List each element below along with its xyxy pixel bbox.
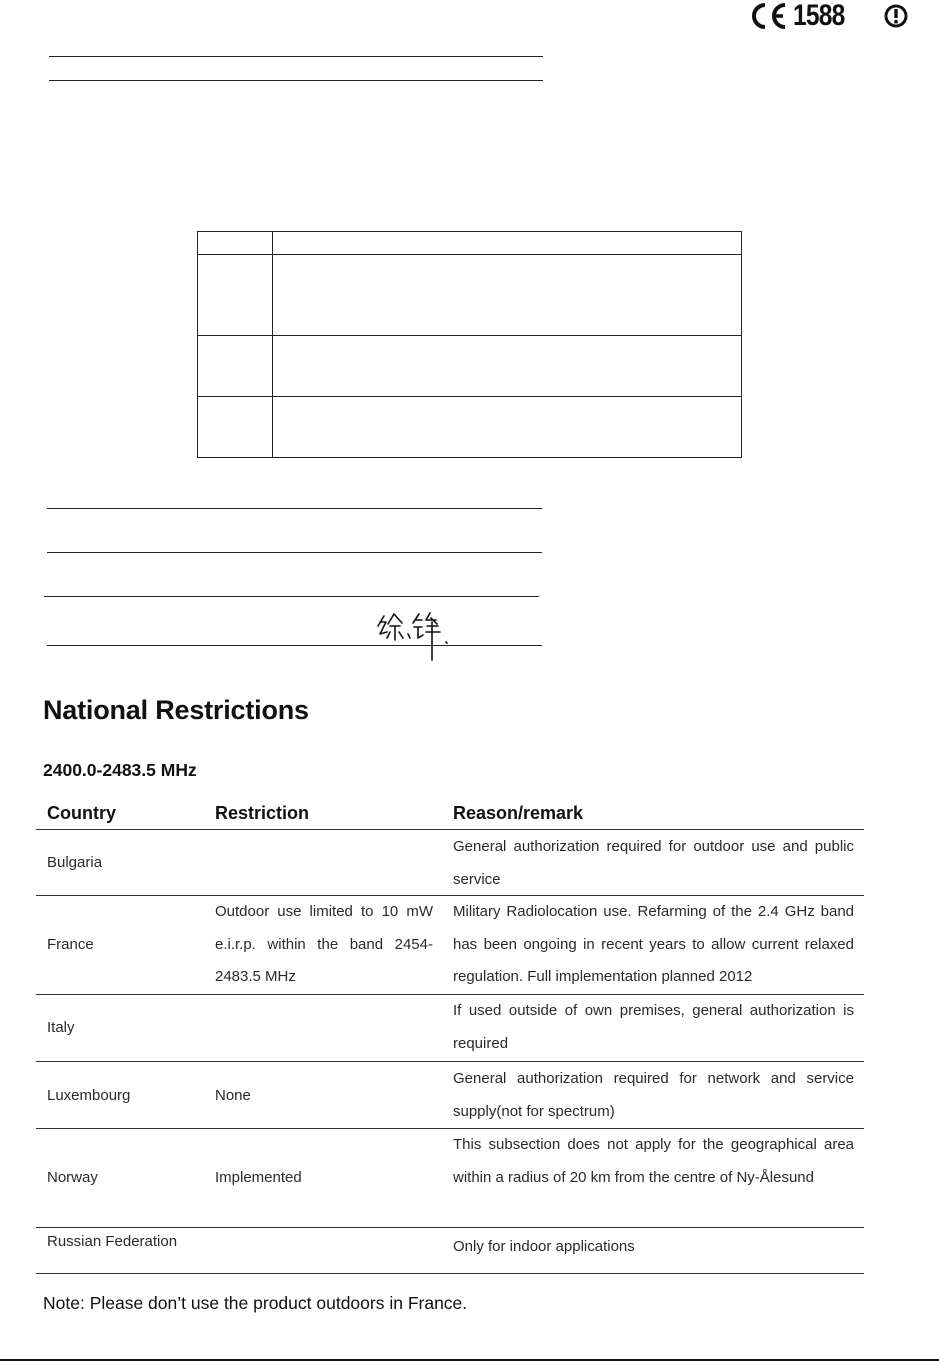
- cell-country: Luxembourg: [47, 1087, 131, 1104]
- cell-country: Italy: [47, 1019, 75, 1036]
- table-row: [36, 1129, 864, 1228]
- usage-note: Note: Please don’t use the product outdoors in France.: [43, 1293, 468, 1313]
- table-row: [36, 995, 864, 1062]
- cell-remark: This subsection does not apply for the geographical area within a radius of 20 km from the centre of Ny-Ålesund: [453, 1136, 854, 1186]
- blank-form-table: [197, 231, 742, 458]
- cell-remark: Only for indoor applications: [453, 1238, 635, 1255]
- alert-circle-icon: [884, 4, 908, 28]
- header-country: Country: [47, 803, 116, 823]
- notified-body-number: 1588: [793, 0, 845, 32]
- cell-remark: General authorization required for network and service supply(not for spectrum): [453, 1070, 854, 1120]
- blank-line: [49, 80, 543, 81]
- page-bottom-rule: [0, 1359, 939, 1361]
- header-remark: Reason/remark: [453, 803, 584, 823]
- table-column-divider: [272, 232, 273, 457]
- cell-remark: If used outside of own premises, general authorization is required: [453, 1002, 854, 1052]
- table-row: [36, 830, 864, 896]
- cell-country: Russian Federation: [47, 1233, 178, 1250]
- table-row: [36, 896, 864, 995]
- table-header-row: [36, 798, 864, 830]
- header-restriction: Restriction: [215, 803, 310, 823]
- cell-remark: General authorization required for outdoor use and public service: [453, 838, 854, 888]
- table-row-divider: [198, 254, 741, 255]
- ce-logo-icon: [748, 1, 788, 31]
- table-row-divider: [198, 335, 741, 336]
- signature-line: [47, 645, 542, 646]
- national-restrictions-table: [36, 798, 864, 1274]
- ce-marking: [748, 0, 908, 32]
- handwritten-signature: [374, 608, 454, 664]
- blank-line: [49, 56, 543, 57]
- table-row: [36, 1228, 864, 1274]
- cell-restriction: None: [215, 1087, 251, 1104]
- cell-restriction: Outdoor use limited to 10 mW e.i.r.p. within the band 2454-2483.5 MHz: [215, 903, 433, 985]
- table-row: [36, 1062, 864, 1129]
- section-title: National Restrictions: [43, 695, 309, 725]
- cell-country: Bulgaria: [47, 854, 103, 871]
- blank-line: [47, 508, 542, 509]
- blank-line: [44, 596, 539, 597]
- blank-line: [47, 552, 542, 553]
- cell-remark: Military Radiolocation use. Refarming of the 2.4 GHz band has been ongoing in recent years to allow current relaxed regulation. Full implementation planned 2012: [453, 903, 854, 985]
- cell-restriction: Implemented: [215, 1169, 302, 1186]
- cell-country: Norway: [47, 1169, 98, 1186]
- cell-country: France: [47, 936, 94, 953]
- frequency-band-label: 2400.0-2483.5 MHz: [43, 760, 197, 780]
- table-row-divider: [198, 396, 741, 397]
